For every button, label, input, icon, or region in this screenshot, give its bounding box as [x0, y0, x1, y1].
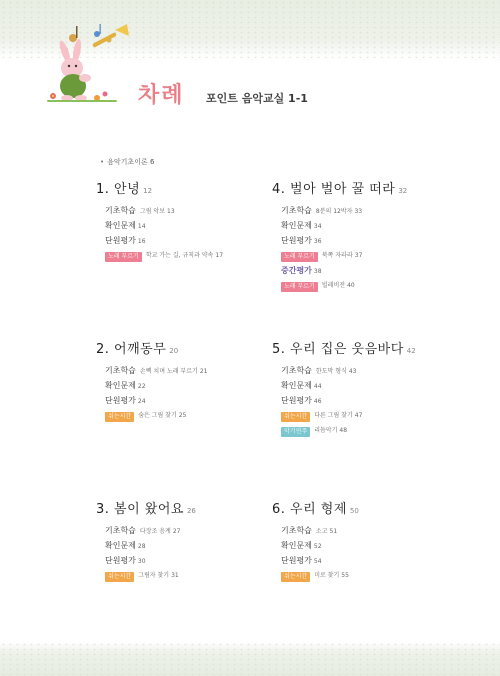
toc-entry — [105, 570, 296, 583]
toc-entry — [105, 540, 296, 553]
bullet-icon: • — [100, 158, 105, 166]
entry-label: 기초학습 — [105, 366, 136, 375]
entry-label: 확인문제 — [105, 381, 136, 390]
entry-description: 다른 그림 찾기 — [314, 412, 353, 419]
toc-entry — [281, 570, 472, 583]
book-subtitle: 포인트 음악교실 1-1 — [206, 92, 308, 105]
toc-entry — [105, 220, 296, 233]
toc-entry — [105, 380, 296, 393]
entry-label: 기초학습 — [281, 366, 312, 375]
chapter-heading — [272, 178, 472, 197]
activity-badge: 악기연주 — [281, 427, 310, 437]
entry-page: 37 — [354, 252, 363, 259]
entry-page: 46 — [313, 398, 322, 405]
entry-page: 34 — [313, 223, 322, 230]
entry-label: 단원평가 — [105, 236, 136, 245]
toc-entry — [105, 205, 296, 218]
activity-badge: 쉬는시간 — [105, 572, 134, 582]
toc-entry — [281, 525, 472, 538]
toc-entry — [105, 555, 296, 568]
chapter-section — [96, 338, 296, 425]
entry-label: 기초학습 — [281, 206, 312, 215]
entry-page: 16 — [137, 238, 146, 245]
entry-description: 숨은 그림 찾기 — [138, 412, 177, 419]
chapter-section — [272, 338, 472, 440]
chapter-section — [272, 178, 472, 295]
entry-description: 미로 찾기 — [314, 572, 340, 579]
entry-label: 단원평가 — [281, 396, 312, 405]
chapter-heading — [96, 178, 296, 197]
intro-page: 6 — [149, 158, 155, 166]
entry-page: 40 — [347, 282, 355, 289]
entry-label: 단원평가 — [105, 556, 136, 565]
chapter-page: 26 — [186, 507, 196, 515]
toc-entry — [105, 250, 296, 263]
toc-entry — [281, 250, 472, 263]
entry-page: 52 — [313, 543, 322, 550]
entry-label: 단원평가 — [281, 236, 312, 245]
toc-entry — [281, 540, 472, 553]
entry-page: 22 — [137, 383, 146, 390]
entry-description: 리듬악기 — [314, 427, 338, 434]
entry-page: 44 — [313, 383, 322, 390]
toc-entry — [281, 395, 472, 408]
entry-page: 30 — [137, 558, 146, 565]
toc-entry — [105, 525, 296, 538]
chapter-page: 50 — [349, 507, 359, 515]
chapter-title: 6. 우리 형제 — [272, 502, 347, 517]
rabbit-icon — [58, 39, 91, 101]
entry-label: 중간평가 — [281, 265, 312, 275]
toc-entry — [281, 555, 472, 568]
toc-entry — [105, 365, 296, 378]
chapter-heading — [272, 498, 472, 517]
entry-page: 55 — [341, 572, 349, 579]
entry-page: 21 — [199, 368, 208, 375]
toc-entry — [281, 220, 472, 233]
entry-label: 단원평가 — [281, 556, 312, 565]
toc-entry — [105, 395, 296, 408]
entry-page: 24 — [137, 398, 146, 405]
entry-description: 그림자 찾기 — [138, 572, 170, 579]
chapter-title: 1. 안녕 — [96, 182, 141, 197]
toc-entry — [281, 365, 472, 378]
chapter-section — [96, 498, 296, 585]
chapter-heading — [96, 338, 296, 357]
entry-label: 기초학습 — [281, 526, 312, 535]
entry-description: 소고 — [315, 528, 328, 535]
entry-description: 8분의 12박자 — [315, 208, 353, 215]
chapter-page: 20 — [169, 347, 179, 355]
toc-entry — [281, 410, 472, 423]
entry-description: 한도막 형식 — [315, 368, 347, 375]
entry-page: 38 — [313, 268, 322, 275]
entry-description: 그림 악보 — [139, 208, 166, 215]
entry-page: 54 — [313, 558, 322, 565]
intro-entry — [100, 157, 154, 167]
entry-page: 47 — [354, 412, 363, 419]
entry-label: 기초학습 — [105, 206, 136, 215]
entry-page: 33 — [354, 208, 363, 215]
chapter-page: 12 — [143, 187, 153, 195]
activity-badge: 쉬는시간 — [281, 572, 310, 582]
activity-badge: 쉬는시간 — [105, 412, 134, 422]
toc-entry — [281, 425, 472, 438]
toc-entry — [281, 280, 472, 293]
chapter-section — [96, 178, 296, 265]
intro-label: 음악기초이론 — [107, 158, 148, 166]
rabbit-trumpet-illustration — [45, 22, 145, 108]
entry-page: 13 — [167, 208, 175, 215]
activity-badge: 노래 부르기 — [281, 252, 318, 262]
activity-badge: 노래 부르기 — [281, 282, 318, 292]
chapter-title: 4. 벌아 벌아 꿀 떠라 — [272, 182, 396, 197]
toc-entry — [281, 205, 472, 218]
activity-badge: 노래 부르기 — [105, 252, 142, 262]
toc-entry — [281, 265, 472, 278]
entry-label: 단원평가 — [105, 396, 136, 405]
entry-description: 빌레비전 — [321, 282, 346, 289]
entry-description: 다장조 음계 — [139, 528, 171, 535]
entry-page: 27 — [172, 528, 181, 535]
entry-page: 17 — [215, 252, 224, 259]
entry-page: 36 — [313, 238, 322, 245]
entry-page: 14 — [137, 223, 146, 230]
entry-label: 확인문제 — [105, 541, 136, 550]
entry-page: 43 — [348, 368, 357, 375]
toc-entry — [105, 410, 296, 423]
entry-page: 51 — [329, 528, 338, 535]
toc-entry — [105, 235, 296, 248]
chapter-title: 3. 봄이 왔어요 — [96, 502, 184, 517]
bottom-texture-band — [0, 642, 500, 676]
toc-entry — [281, 235, 472, 248]
entry-page: 31 — [171, 572, 179, 579]
entry-description: 손뼉 치며 노래 부르기 — [139, 368, 198, 375]
entry-page: 48 — [339, 427, 348, 434]
entry-label: 확인문제 — [281, 221, 312, 230]
chapter-heading — [272, 338, 472, 357]
chapter-heading — [96, 498, 296, 517]
entry-label: 확인문제 — [281, 381, 312, 390]
chapter-page: 42 — [406, 347, 416, 355]
chapter-section — [272, 498, 472, 585]
entry-description: 학교 가는 길, 규칙과 약속 — [145, 252, 214, 259]
entry-page: 28 — [137, 543, 146, 550]
chapter-title: 5. 우리 집은 웃음바다 — [272, 342, 404, 357]
chapter-page: 32 — [398, 187, 408, 195]
entry-label: 확인문제 — [105, 221, 136, 230]
entry-description: 북쪽 자라라 — [321, 252, 353, 259]
entry-label: 기초학습 — [105, 526, 136, 535]
chapter-title: 2. 어깨동무 — [96, 342, 167, 357]
page-title: 차례 — [138, 83, 185, 108]
entry-label: 확인문제 — [281, 541, 312, 550]
activity-badge: 쉬는시간 — [281, 412, 310, 422]
toc-entry — [281, 380, 472, 393]
entry-page: 25 — [178, 412, 187, 419]
